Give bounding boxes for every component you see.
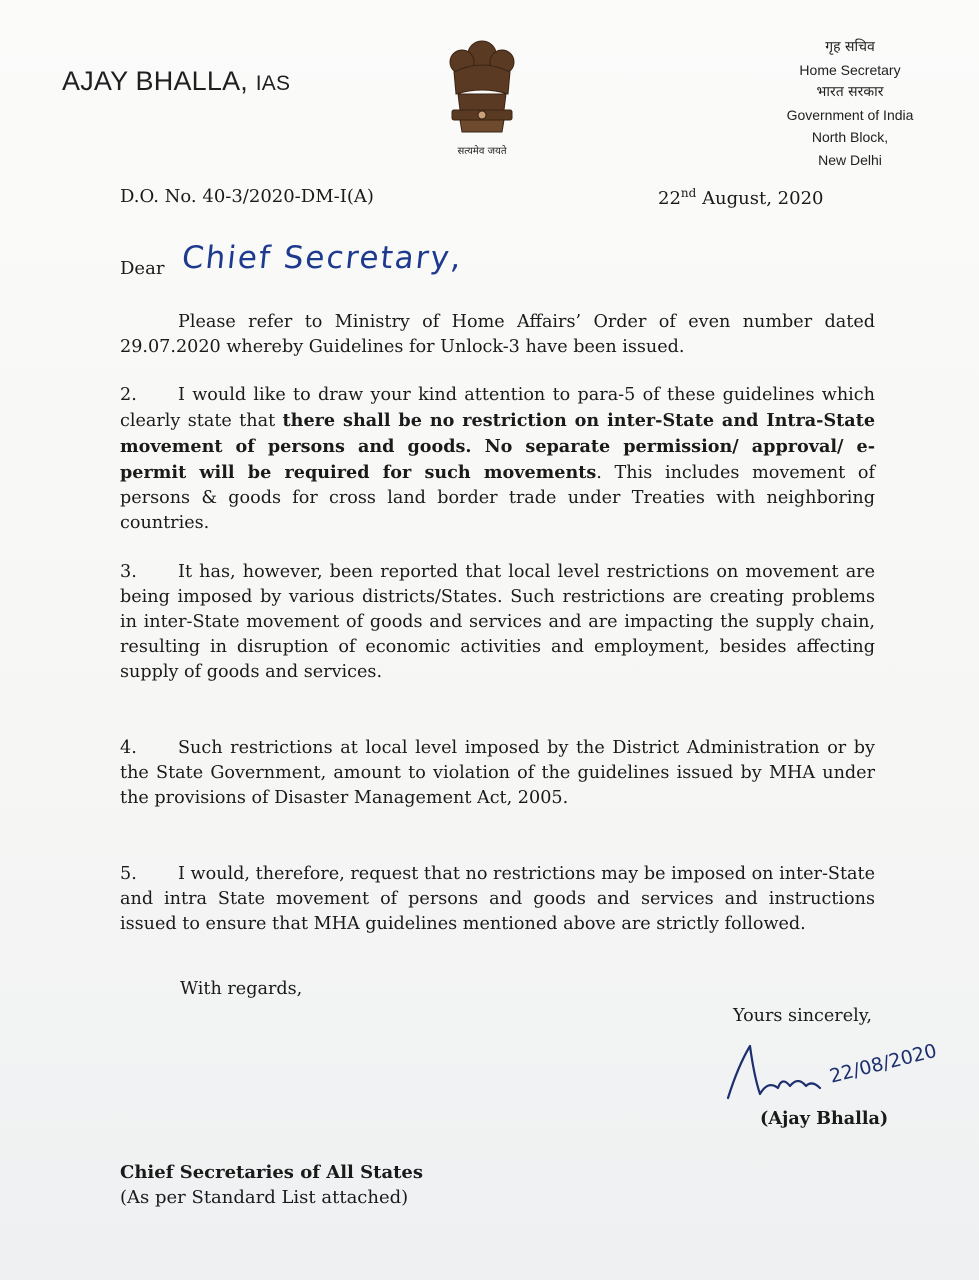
paragraph-5 [120,862,875,937]
sender-name-text: AJAY BHALLA, [62,66,248,96]
handwritten-addressee: Chief Secretary, [180,240,465,276]
office-line-title: Home Secretary [799,61,901,78]
date-suffix: nd [680,186,697,200]
emblem-motto: सत्यमेव जयते [457,146,507,157]
sender-suffix: IAS [255,72,291,95]
do-number: D.O. No. 40-3/2020-DM-I(A) [120,186,374,207]
office-line-block: North Block, [811,129,889,145]
closing-yours-sincerely: Yours sincerely, [733,1006,872,1026]
letter-date [658,186,824,209]
date-rest: August, 2020 [702,188,824,209]
paragraph-5-number: 5. [120,864,137,884]
closing-regards: With regards, [180,979,303,999]
paragraph-4 [120,736,875,811]
recipient-title: Chief Secretaries of All States [120,1162,424,1183]
paragraph-5-text: I would, therefore, request that no restrictions may be imposed on inter-State and intra State movement of persons and goods and services and instructions issued to ensure that MHA guidelines mentioned above are strictly followed. [120,864,875,934]
paragraph-2 [120,383,875,536]
paragraph-3-text: It has, however, been reported that local level restrictions on movement are being imposed by various districts/States. Such restrictions are creating problems in inter-State movement of goods and services and are impacting the supply chain, resulting in disruption of economic activities and employment, besides affecting supply of goods and services. [120,562,875,682]
office-address-block [760,36,940,171]
paragraph-2-bold: there shall be no restriction on inter-State and Intra-State movement of persons and goods. No separate permission/ approval/ e-permit will be required for such movements [120,410,876,483]
office-line-govt: Government of India [786,106,914,123]
recipient-block [120,1160,423,1210]
office-line-hindi-govt: भारत सरकार [816,84,884,100]
paragraph-1: Please refer to Ministry of Home Affairs’ Order of even number dated 29.07.2020 whereby Guidelines for Unlock-3 have been issued. [120,312,875,357]
signature-date: 22/08/2020 [827,1039,939,1088]
paragraph-2-number: 2. [120,385,137,405]
paragraph-2-text-a: I would like to draw your kind attention to para-5 of these guidelines which clearly state that [120,385,875,431]
signatory-name: (Ajay Bhalla) [760,1108,889,1129]
date-day: 22 [658,188,681,209]
paragraph-3-number: 3. [120,562,137,582]
paragraph-4-number: 4. [120,738,137,758]
paragraph-4-text: Such restrictions at local level imposed by the District Administration or by the State Government, amount to violation of the guidelines issued by MHA under the provisions of Disaster Management Act, 2005. [120,738,875,808]
office-line-city: New Delhi [818,151,882,168]
salutation-dear: Dear [120,258,165,279]
paragraph-2-text-b: . This includes movement of persons & goods for cross land border trade under Treaties with neighboring countries. [120,463,875,533]
sender-name [62,66,290,97]
office-line-hindi-title: गृह सचिव [825,39,875,55]
recipient-note: (As per Standard List attached) [120,1187,409,1208]
paragraph-3 [120,560,875,685]
